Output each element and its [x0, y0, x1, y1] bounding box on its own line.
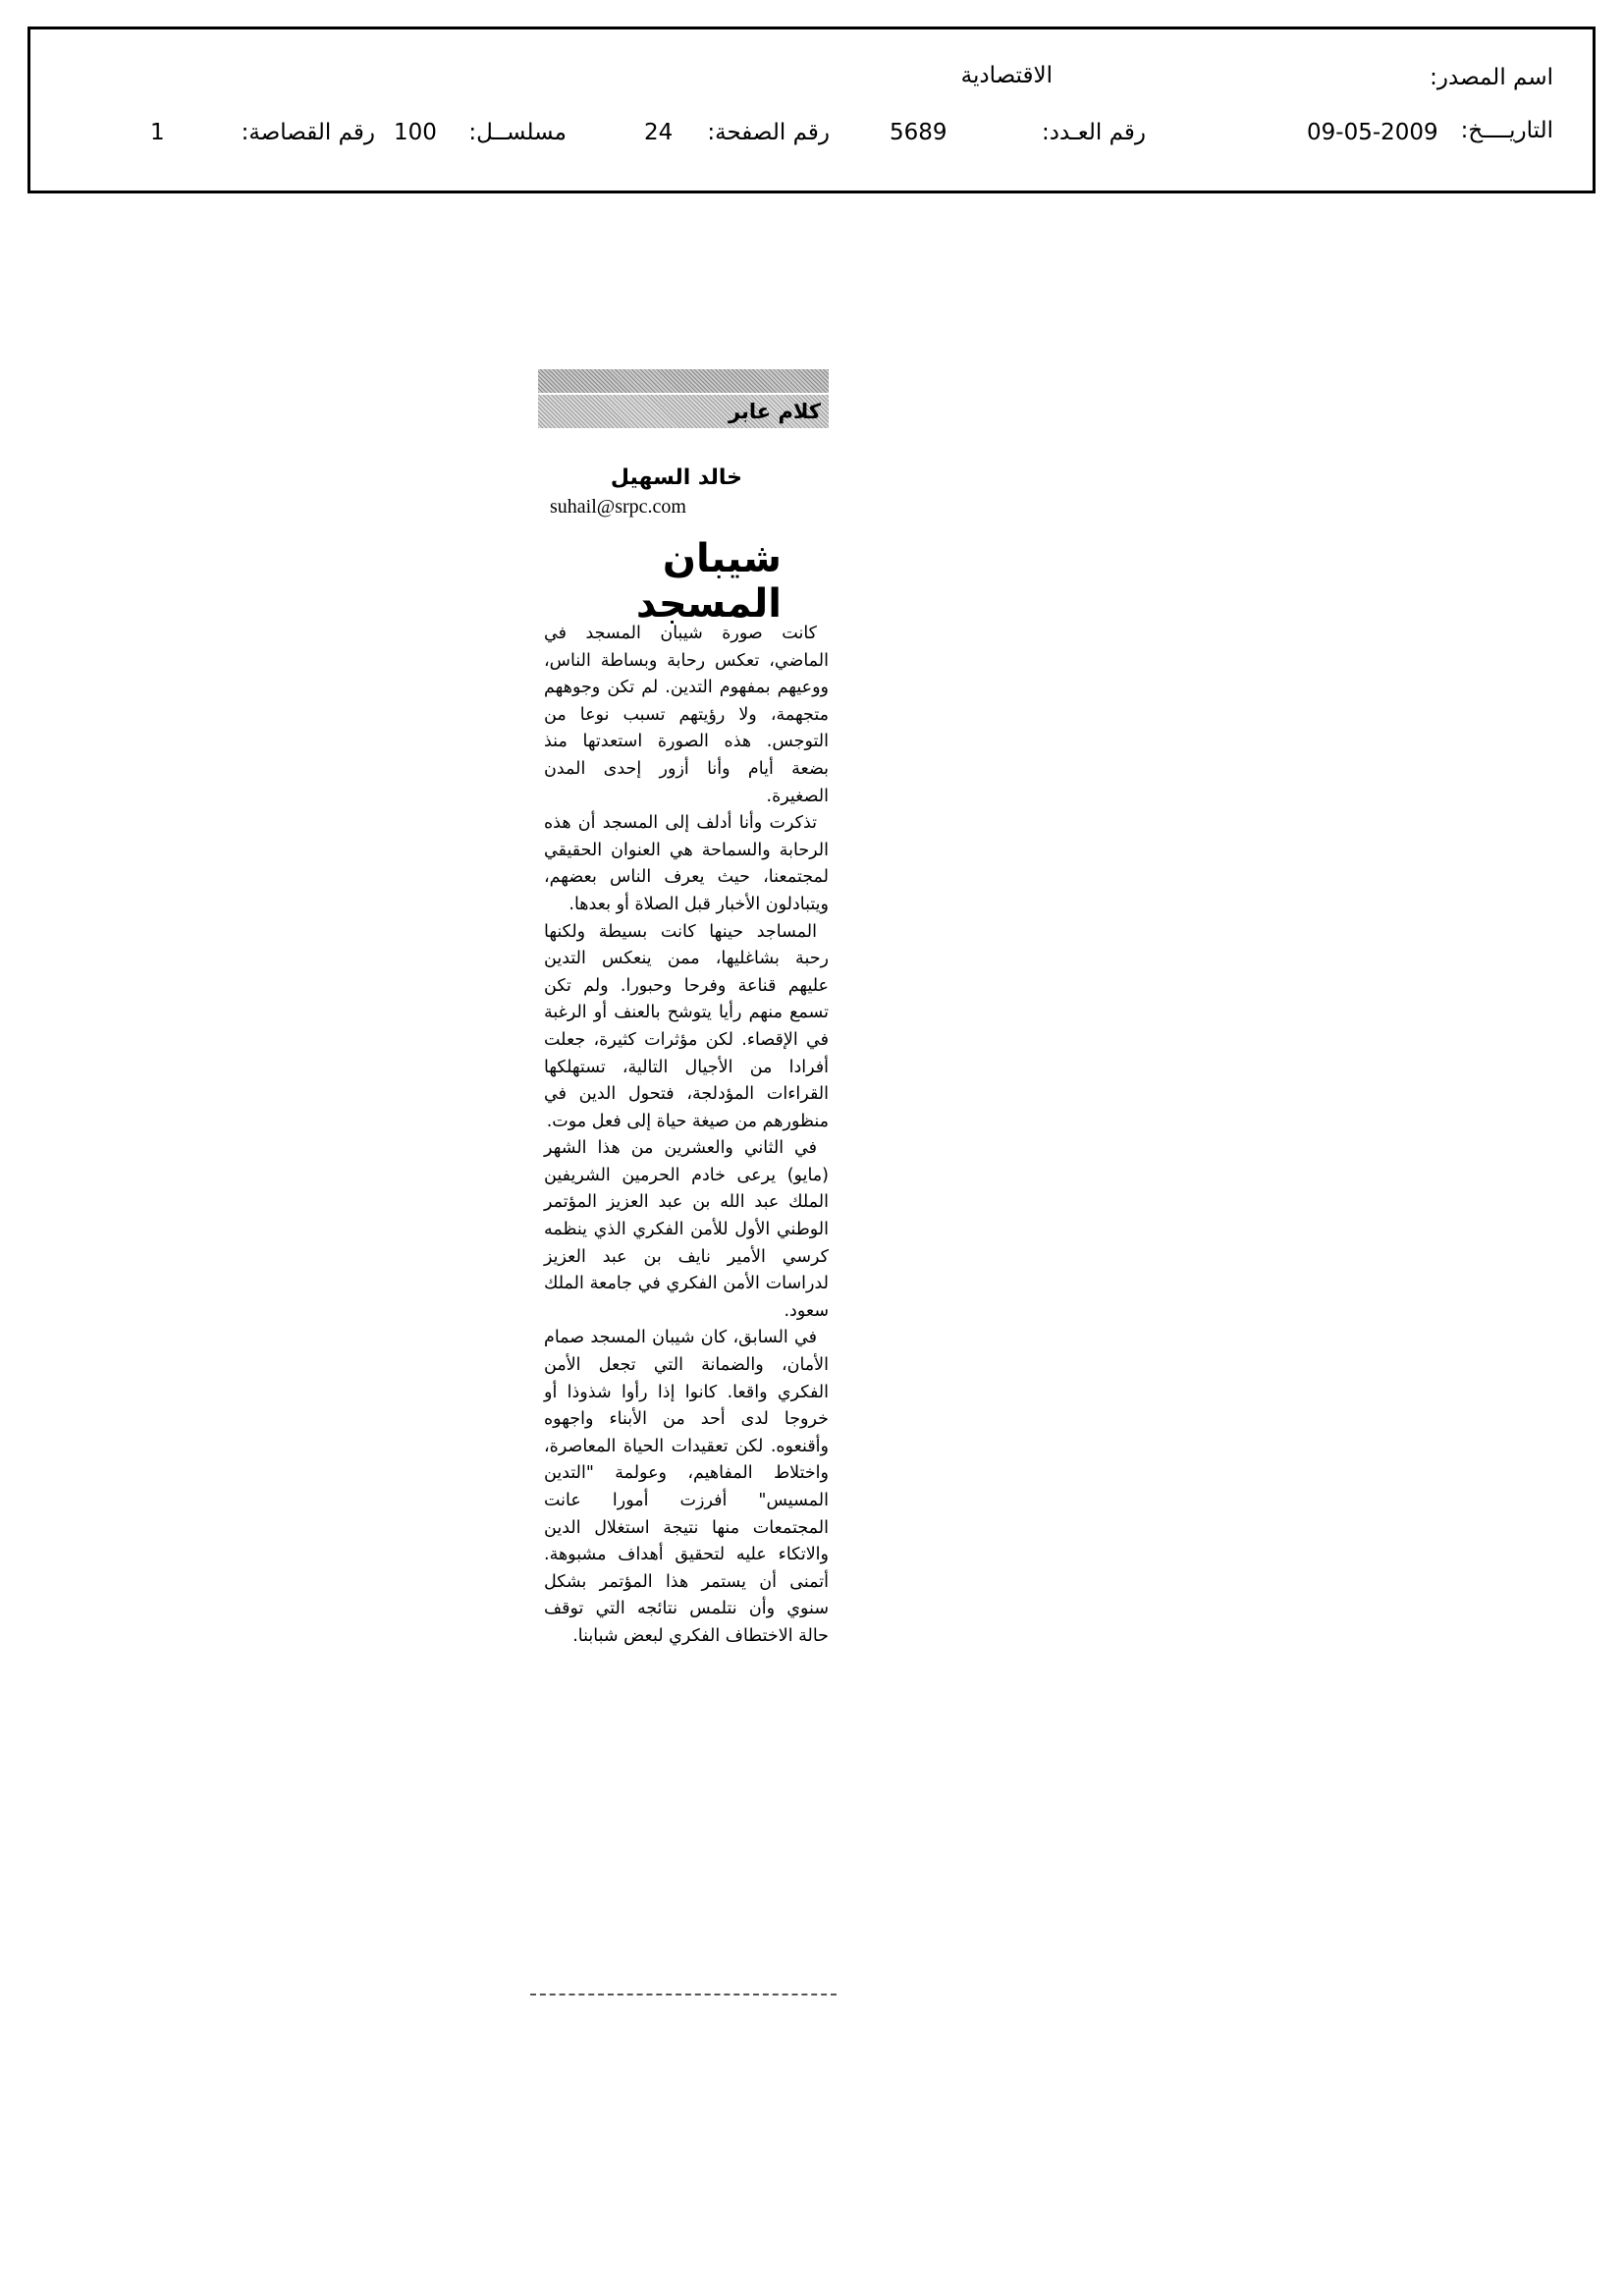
- article-paragraph: في السابق، كان شيبان المسجد صمام الأمان، والضمانة التي تجعل الأمن الفكري واقعا. كانوا إذا رأوا شذوذا أو خروجا لدى أحد من الأبناء واجهوه وأقنعوه. لكن تعقيدات الحياة المعاصرة، واختلاط المفاهيم، وعولمة "التدين المسيس" أفرزت أمورا عانت المجتمعات منها نتيجة استغلال الدين والاتكاء عليه لتحقيق أهداف مشبوهة. أتمنى أن يستمر هذا المؤتمر بشكل سنوي وأن نتلمس نتائجه التي توقف حالة الاختطاف الفكري لبعض شبابنا.: [544, 1328, 829, 1646]
- page-value: 24: [644, 120, 674, 145]
- clip-value: 1: [150, 120, 165, 145]
- date-label: التاريــــخ:: [1460, 118, 1553, 143]
- column-header-band: [538, 369, 829, 393]
- clipping-bottom-rule: [530, 1994, 837, 1995]
- issue-value: 5689: [890, 120, 947, 145]
- article-headline: شيبان المسجد: [635, 536, 782, 627]
- article-paragraph: المساجد حينها كانت بسيطة ولكنها رحبة بشاغليها، ممن ينعكس التدين عليهم قناعة وفرحا وحبورا. ولم تكن تسمع منهم رأيا يتوشح بالعنف أو الرغبة في الإقصاء. لكن مؤثرات كثيرة، جعلت أفرادا من الأجيال التالية، تستهلكها القراءات المؤدلجة، فتحول الدين في منظورهم من صيغة حياة إلى فعل موت.: [544, 921, 829, 1131]
- column-name: كلام عابر: [538, 395, 829, 428]
- source-value: الاقتصادية: [960, 63, 1053, 88]
- article-paragraph: كانت صورة شيبان المسجد في الماضي، تعكس رحابة وبساطة الناس، ووعيهم بمفهوم التدين. لم تكن وجوههم متجهمة، ولا رؤيتهم تسبب نوعا من التوجس. هذه الصورة استعدتها منذ بضعة أيام وأنا أزور إحدى المدن الصغيرة.: [544, 624, 829, 806]
- date-value: 09-05-2009: [1307, 120, 1438, 145]
- article-paragraph: في الثاني والعشرين من هذا الشهر (مايو) يرعى خادم الحرمين الشريفين الملك عبد الله بن عبد العزيز المؤتمر الوطني الأول للأمن الفكري الذي ينظمه كرسي الأمير نايف بن عبد العزيز لدراسات الأمن الفكري في جامعة الملك سعود.: [544, 1138, 829, 1321]
- clipping-metadata-box: [27, 27, 1596, 193]
- author-name: خالد السهيل: [610, 465, 742, 490]
- newspaper-clipping: [530, 363, 837, 2003]
- page-label: رقم الصفحة:: [707, 120, 830, 145]
- article-paragraph: تذكرت وأنا أدلف إلى المسجد أن هذه الرحابة والسماحة هي العنوان الحقيقي لمجتمعنا، حيث يعرف الناس بعضهم، ويتبادلون الأخبار قبل الصلاة أو بعدها.: [544, 813, 829, 914]
- author-email: suhail@srpc.com: [550, 496, 686, 518]
- article-body: [544, 621, 829, 1651]
- source-label: اسم المصدر:: [1430, 65, 1553, 90]
- issue-label: رقم العـدد:: [1041, 120, 1146, 145]
- clip-label: رقم القصاصة:: [241, 120, 375, 145]
- serial-value: 100: [394, 120, 437, 145]
- serial-label: مسلســل:: [468, 120, 567, 145]
